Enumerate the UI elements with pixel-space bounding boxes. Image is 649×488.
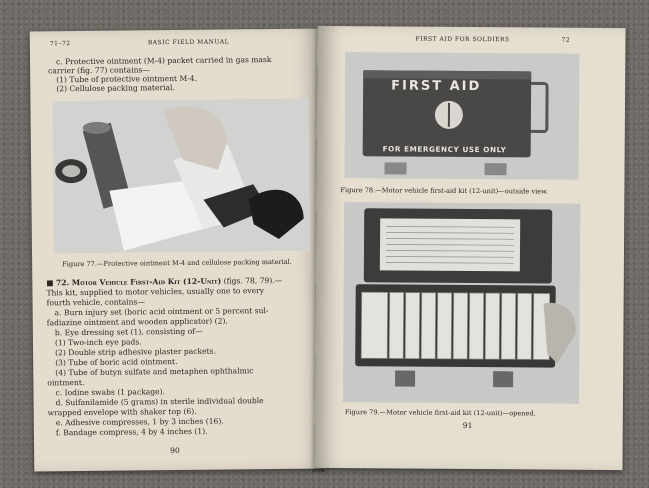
intro-line: carrier (fig. 77) contains—	[48, 65, 151, 76]
body-line: e. Adhesive compresses, 1 by 3 inches (16).	[55, 416, 224, 428]
right-page	[314, 26, 625, 470]
left-header-section: 71–72	[49, 40, 71, 48]
section-title: 72. Motor Vehicle First-Aid Kit (12-Unit)	[55, 276, 222, 288]
closed-kit-illustration	[344, 52, 579, 180]
kit-label-first-aid: FIRST AID	[391, 78, 482, 95]
intro-line: (2) Cellulose packing material.	[56, 83, 175, 94]
body-line: (4) Tube of butyn sulfate and metaphen ophthalmic	[55, 366, 254, 378]
body-line: d. Sulfanilamide (5 grams) in sterile individual double	[55, 396, 264, 408]
body-line: (3) Tube of boric acid ointment.	[55, 357, 178, 368]
intro-line: c. Protective ointment (M-4) packet carried in gas mask	[55, 55, 272, 67]
figure-77-caption: Figure 77.—Protective ointment M-4 and cellulose packing material.	[62, 257, 292, 269]
left-header-title: BASIC FIELD MANUAL	[147, 38, 230, 47]
figure-79-photo	[343, 202, 580, 404]
section-marker-icon: ■	[46, 278, 56, 288]
kit-label-emergency: FOR EMERGENCY USE ONLY	[382, 144, 507, 155]
body-line: f. Bandage compress, 4 by 4 inches (1).	[55, 426, 208, 438]
body-line: This kit, supplied to motor vehicles, usually one to every	[46, 286, 265, 298]
body-line: (2) Double strip adhesive plaster packets.	[55, 346, 217, 358]
body-line: b. Eye dressing set (1), consisting of—	[54, 326, 203, 338]
section-title-ref: (figs. 78, 79).—	[221, 275, 283, 286]
body-line: fourth vehicle, contains—	[46, 297, 146, 308]
left-page-number: 90	[170, 445, 180, 456]
body-line: c. Iodine swabs (1 package).	[55, 387, 166, 398]
right-page-number: 91	[462, 420, 473, 431]
body-line: ointment.	[47, 377, 85, 388]
opened-kit-illustration	[343, 202, 580, 404]
body-line: (1) Two-inch eye pads.	[54, 337, 142, 348]
body-line: fadiazine ointment and wooden applicator) (2).	[46, 316, 228, 328]
left-page	[30, 28, 327, 471]
intro-line: (1) Tube of protective ointment M-4.	[56, 73, 198, 85]
right-header-number: 72	[561, 36, 571, 44]
figure-77-photo	[52, 99, 310, 254]
body-line: a. Burn injury set (boric acid ointment or 5 percent sul-	[54, 306, 269, 318]
figure-78-photo	[344, 52, 579, 180]
body-line: wrapped envelope with shaker top (6).	[47, 406, 197, 418]
figure-78-caption: Figure 78.—Motor vehicle first-aid kit (12-unit)—outside view.	[340, 186, 549, 196]
figure-79-caption: Figure 79.—Motor vehicle first-aid kit (12-unit)—opened.	[344, 408, 536, 418]
right-header-title: FIRST AID FOR SOLDIERS	[415, 35, 510, 44]
ointment-photo-illustration	[52, 99, 310, 254]
